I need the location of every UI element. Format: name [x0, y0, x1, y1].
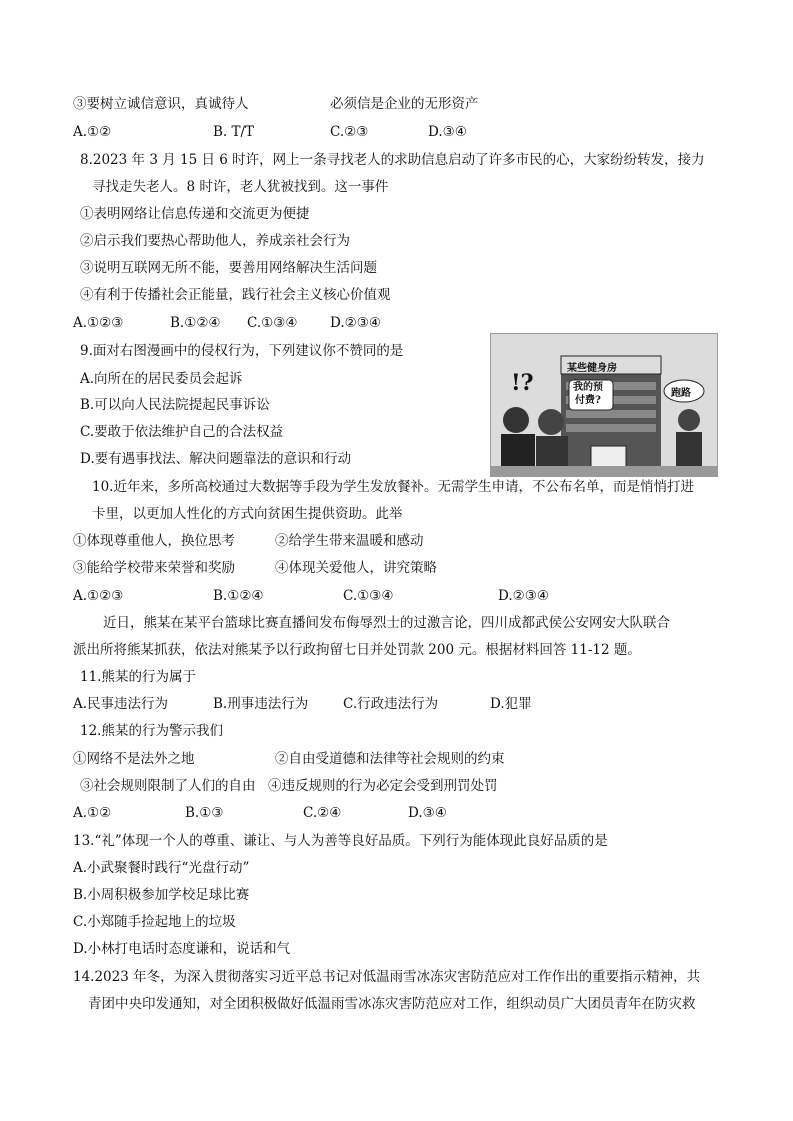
q13-stem: 13.“礼”体现一个人的尊重、谦让、与人为善等良好品质。下列行为能体现此良好品质的是 — [73, 833, 608, 849]
q9-option-b: B.可以向人民法院提起民事诉讼 — [80, 397, 270, 413]
statement-3: ③要树立诚信意识，真诚待人 — [73, 96, 249, 112]
q12-option-b: B.①③ — [185, 805, 224, 821]
q11-option-d: D.犯罪 — [490, 696, 532, 712]
cartoon-drawing — [491, 334, 717, 476]
q12-option-d: D.③④ — [408, 805, 447, 821]
cartoon-exclaim: !? — [511, 370, 534, 396]
q8-statement-3: ③说明互联网无所不能，要善用网络解决生活问题 — [80, 260, 377, 276]
q12-statement-4: ④违反规则的行为必定会受到刑罚处罚 — [268, 778, 498, 794]
q13-option-d: D.小林打电话时态度谦和，说话和气 — [73, 941, 291, 957]
q10-stem: 10.近年来，多所高校通过大数据等手段为学生发放餐补。无需学生申请，不公布名单，而是悄悄打进 — [92, 479, 694, 495]
q9-option-a: A.向所在的居民委员会起诉 — [80, 371, 243, 387]
q8-option-b: B.①②④ — [170, 315, 221, 331]
q12-statement-3: ③社会规则限制了人们的自由 — [80, 778, 256, 794]
q10-statement-4: ④体现关爱他人，讲究策略 — [275, 560, 437, 576]
q8-option-c: C.①③④ — [247, 315, 298, 331]
q12-statement-2: ②自由受道德和法律等社会规则的约束 — [275, 751, 505, 767]
q10-option-c: C.①③④ — [343, 588, 394, 604]
q8-stem-cont: 寻找走失老人。8 时许，老人犹被找到。这一事件 — [92, 179, 389, 195]
q12-stem: 12.熊某的行为警示我们 — [80, 723, 223, 739]
q13-option-c: C.小郑随手捡起地上的垃圾 — [73, 914, 236, 930]
material-line-2: 派出所将熊某抓获，依法对熊某予以行政拘留七日并处罚款 200 元。根据材料回答 11-12 题。 — [73, 642, 641, 658]
q8-statement-2: ②启示我们要热心帮助他人，养成亲社会行为 — [80, 233, 350, 249]
q11-option-b: B.刑事违法行为 — [213, 696, 309, 712]
q8-statement-1: ①表明网络让信息传递和交流更为便捷 — [80, 206, 310, 222]
q8-option-d: D.②③④ — [330, 315, 381, 331]
cartoon-run-text: 跑路 — [671, 388, 691, 399]
option-b: B. T/T — [213, 124, 255, 140]
q11-option-c: C.行政违法行为 — [343, 696, 439, 712]
q10-statement-3: ③能给学校带来荣誉和奖励 — [73, 560, 235, 576]
q8-option-a: A.①②③ — [73, 315, 124, 331]
q13-option-b: B.小周积极参加学校足球比赛 — [73, 887, 250, 903]
q9-option-d: D.要有遇事找法、解决问题靠法的意识和行动 — [80, 451, 352, 467]
q11-option-a: A.民事违法行为 — [73, 696, 169, 712]
cartoon-sign: 某些健身房 — [567, 363, 617, 374]
q9-option-c: C.要敢于依法维护自己的合法权益 — [80, 424, 284, 440]
q10-statement-2: ②给学生带来温暖和感动 — [275, 533, 424, 549]
cartoon-bubble-line2: 付费? — [575, 395, 601, 406]
q10-option-a: A.①②③ — [73, 588, 124, 604]
statement-fragment: 必须信是企业的无形资产 — [330, 96, 479, 112]
option-c: C.②③ — [330, 124, 369, 140]
q8-stem: 8.2023 年 3 月 15 日 6 时许，网上一条寻找老人的求助信息启动了许多市民的心，大家纷纷转发，接力 — [80, 152, 705, 168]
q10-option-b: B.①②④ — [213, 588, 264, 604]
cartoon-bubble-line1: 我的预 — [573, 382, 603, 393]
q14-stem: 14.2023 年冬，为深入贯彻落实习近平总书记对低温雨雪冰冻灾害防范应对工作作出的重要指示精神，共 — [73, 969, 701, 985]
q12-option-a: A.①② — [73, 805, 112, 821]
q8-statement-4: ④有利于传播社会正能量，践行社会主义核心价值观 — [80, 287, 391, 303]
q10-stem-cont: 卡里，以更加人性化的方式向贫困生提供资助。此举 — [92, 506, 403, 522]
q13-option-a: A.小武聚餐时践行“光盘行动” — [73, 860, 250, 876]
q9-stem: 9.面对右图漫画中的侵权行为，下列建议你不赞同的是 — [80, 343, 404, 359]
option-a: A.①② — [73, 124, 112, 140]
cartoon-illustration — [490, 333, 718, 477]
q12-statement-1: ①网络不是法外之地 — [73, 751, 195, 767]
q10-statement-1: ①体现尊重他人，换位思考 — [73, 533, 235, 549]
q12-option-c: C.②④ — [303, 805, 342, 821]
q11-stem: 11.熊某的行为属于 — [80, 669, 196, 685]
q14-stem-cont: 青团中央印发通知，对全团积极做好低温雨雪冰冻灾害防范应对工作，组织动员广大团员青年在防灾救 — [88, 996, 696, 1012]
q10-option-d: D.②③④ — [498, 588, 549, 604]
option-d: D.③④ — [428, 124, 467, 140]
material-line-1: 近日，熊某在某平台篮球比赛直播间发布侮辱烈士的过激言论，四川成都武侯公安网安大队联合 — [103, 615, 670, 631]
